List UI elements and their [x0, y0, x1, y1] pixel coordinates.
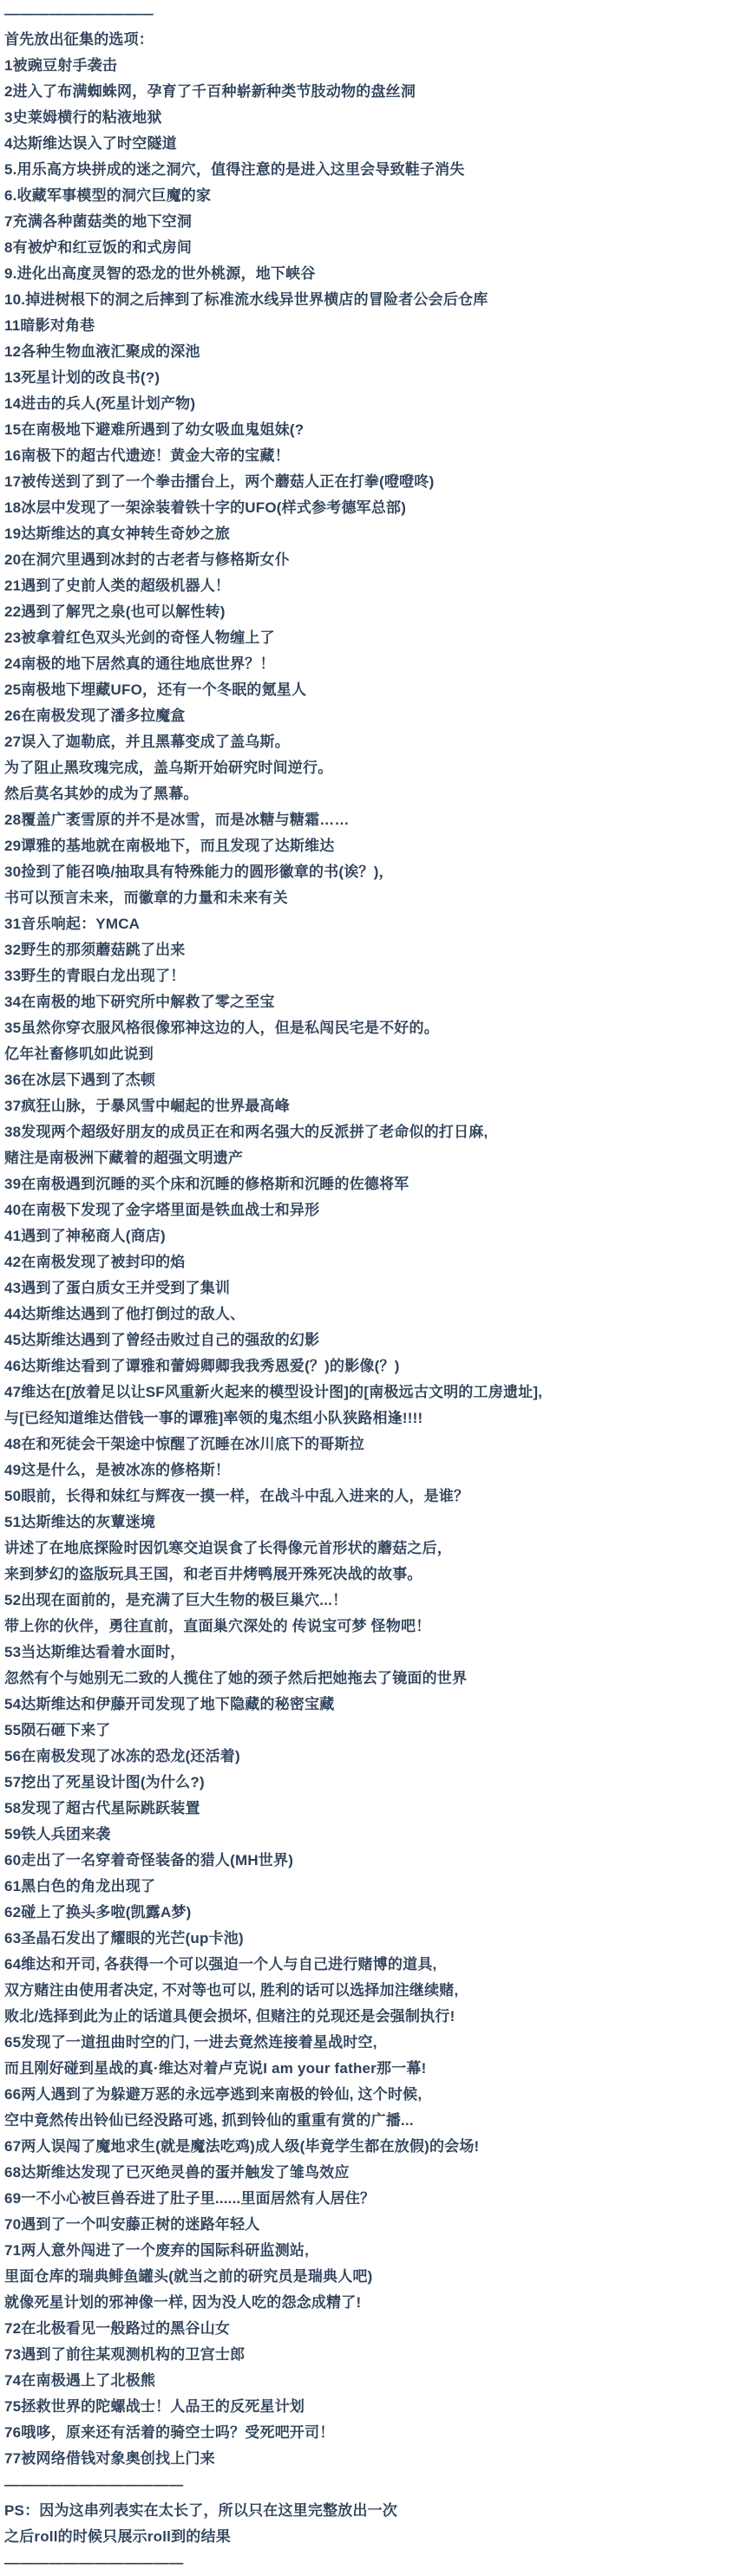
- text-line: 53当达斯维达看着水面时，: [4, 1644, 186, 1660]
- text-line: 与[已经知道维达借钱一事的谭雅]率领的鬼杰组小队狭路相逢!!!!: [4, 1410, 423, 1426]
- text-line: 65发现了一道扭曲时空的门, 一进去竟然连接着星战时空,: [4, 2034, 377, 2051]
- text-line: 22遇到了解咒之泉(也可以解性转): [4, 603, 226, 620]
- text-line: 26在南极发现了潘多拉魔盒: [4, 708, 186, 724]
- text-line: 54达斯维达和伊藤开司发现了地下隐藏的秘密宝藏: [4, 1696, 335, 1712]
- text-line: 48在和死徒会干架途中惊醒了沉睡在冰川底下的哥斯拉: [4, 1436, 364, 1452]
- text-line: 72在北极看见一般路过的黑谷山女: [4, 2320, 231, 2337]
- text-line: 16南极下的超古代遗迹！黄金大帝的宝藏！: [4, 447, 290, 464]
- text-line: 40在南极下发现了金字塔里面是铁血战士和异形: [4, 1202, 320, 1218]
- text-line: 4达斯维达误入了时空隧道: [4, 135, 177, 152]
- text-line: 45达斯维达遇到了曾经击败过自己的强敌的幻影: [4, 1332, 320, 1348]
- text-line: 17被传送到了到了一个拳击擂台上，两个蘑菇人正在打拳(噔噔咚): [4, 473, 435, 490]
- text-line: 73遇到了前往某观测机构的卫宫士郎: [4, 2346, 246, 2363]
- text-line: 18冰层中发现了一架涂装着铁十字的UFO(样式参考德军总部): [4, 499, 407, 516]
- text-line: 19达斯维达的真女神转生奇妙之旅: [4, 525, 231, 542]
- text-line: 33野生的青眼白龙出现了！: [4, 968, 186, 984]
- text-line: ————————————: [4, 2476, 184, 2493]
- text-line: 55陨石砸下来了: [4, 1722, 111, 1738]
- text-line: 56在南极发现了冰冻的恐龙(还活着): [4, 1748, 240, 1764]
- text-line: 47维达在[放着足以让SF风重新火起来的模型设计图]的[南极远古文明的工房遗址],: [4, 1384, 543, 1400]
- text-line: 64维达和开司, 各获得一个可以强迫一个人与自己进行赌博的道具,: [4, 1956, 437, 1973]
- text-line: 42在南极发现了被封印的焰: [4, 1254, 186, 1270]
- text-line: 2进入了布满蜘蛛网，孕育了千百种崭新种类节肢动物的盘丝洞: [4, 83, 416, 100]
- text-line: 空中竟然传出铃仙已经没路可逃, 抓到铃仙的重重有赏的广播...: [4, 2112, 414, 2129]
- text-line: 41遇到了神秘商人(商店): [4, 1228, 166, 1244]
- text-line: 13死星计划的改良书(?): [4, 369, 160, 386]
- text-line: 27误入了迦勒底，并且黑幕变成了盖乌斯。: [4, 734, 290, 750]
- text-line: ————————————: [4, 2554, 184, 2571]
- text-line: 61黑白色的角龙出现了: [4, 1878, 156, 1895]
- text-line: 28覆盖广袤雪原的并不是冰雪，而是冰糖与糖霜……: [4, 812, 350, 828]
- text-line: 8有被炉和红豆饭的和式房间: [4, 239, 193, 256]
- text-line: 3史莱姆横行的粘液地狱: [4, 109, 162, 126]
- text-line: 59铁人兵团来袭: [4, 1826, 111, 1842]
- text-line: 68达斯维达发现了已灭绝灵兽的蛋并触发了雏鸟效应: [4, 2164, 350, 2181]
- text-line: 就像死星计划的邪神像一样, 因为没人吃的怨念成精了!: [4, 2294, 362, 2311]
- text-line: 58发现了超古代星际跳跃装置: [4, 1800, 200, 1816]
- text-line: 11暗影对角巷: [4, 317, 95, 334]
- text-line: 36在冰层下遇到了杰顿: [4, 1072, 156, 1088]
- text-line: 31音乐响起：YMCA: [4, 916, 141, 932]
- text-line: 32野生的那须蘑菇跳了出来: [4, 942, 186, 958]
- text-line: 71两人意外闯进了一个废弃的国际科研监测站,: [4, 2242, 310, 2259]
- text-line: 败北/选择到此为止的话道具便会损坏, 但赌注的兑现还是会强制执行!: [4, 2008, 455, 2025]
- text-line: 75拯救世界的陀螺战士！人品王的反死星计划: [4, 2398, 305, 2415]
- text-line: 1被豌豆射手袭击: [4, 57, 118, 74]
- text-line: 67两人误闯了魔地求生(就是魔法吃鸡)成人级(毕竟学生都在放假)的会场!: [4, 2138, 480, 2155]
- text-line: 12各种生物血液汇聚成的深池: [4, 343, 200, 360]
- text-line: 15在南极地下避难所遇到了幼女吸血鬼姐妹(?: [4, 421, 305, 438]
- text-line: 带上你的伙伴，勇往直前，直面巢穴深处的 传说宝可梦 怪物吧！: [4, 1618, 431, 1634]
- text-line: 之后roll的时候只展示roll到的结果: [4, 2528, 231, 2545]
- text-line: 51达斯维达的灰蕈迷境: [4, 1514, 156, 1530]
- text-lines-container: [4, 1, 733, 2576]
- text-line: 赌注是南极洲下藏着的超强文明遗产: [4, 1150, 244, 1166]
- text-line: 14进击的兵人(死星计划产物): [4, 395, 196, 412]
- text-line: 39在南极遇到沉睡的买个床和沉睡的修格斯和沉睡的佐德将军: [4, 1176, 409, 1192]
- text-line: 30捡到了能召唤/抽取具有特殊能力的圆形徽章的书(诶？)，: [4, 864, 394, 880]
- text-line: 首先放出征集的选项：: [4, 31, 154, 48]
- text-line: 37疯狂山脉，于暴风雪中崛起的世界最高峰: [4, 1098, 290, 1114]
- text-line: 24南极的地下居然真的通往地底世界？！: [4, 655, 275, 672]
- text-line: 双方赌注由使用者决定, 不对等也可以, 胜利的话可以选择加注继续赌,: [4, 1982, 459, 1999]
- text-line: 10.掉进树根下的洞之后摔到了标准流水线异世界横店的冒险者公会后仓库: [4, 291, 488, 308]
- text-line: 35虽然你穿衣服风格很像邪神这边的人，但是私闯民宅是不好的。: [4, 1020, 439, 1036]
- text-line: 60走出了一名穿着奇怪装备的猎人(MH世界): [4, 1852, 294, 1868]
- text-line: 里面仓库的瑞典鲱鱼罐头(就当之前的研究员是瑞典人吧): [4, 2268, 373, 2285]
- text-line: 50眼前，长得和妹红与辉夜一摸一样，在战斗中乱入进来的人，是谁？: [4, 1488, 469, 1504]
- text-line: 46达斯维达看到了谭雅和蕾姆卿卿我我秀恩爱(？)的影像(？): [4, 1358, 400, 1374]
- text-line: 为了阻止黑玫瑰完成，盖乌斯开始研究时间逆行。: [4, 760, 333, 776]
- text-line: 书可以预言未来，而徽章的力量和未来有关: [4, 890, 288, 906]
- text-line: 21遇到了史前人类的超级机器人！: [4, 577, 231, 594]
- text-line: 20在洞穴里遇到冰封的古老者与修格斯女仆: [4, 551, 290, 568]
- text-line: 5.用乐高方块拼成的迷之洞穴，值得注意的是进入这里会导致鞋子消失: [4, 161, 465, 178]
- text-line: 49这是什么，是被冰冻的修格斯！: [4, 1462, 231, 1478]
- text-line: 6.收藏军事模型的洞穴巨魔的家: [4, 187, 212, 204]
- text-line: 讲述了在地底探险时因饥寒交迫误食了长得像元首形状的蘑菇之后，: [4, 1540, 452, 1556]
- text-line: 66两人遇到了为躲避万恶的永远亭逃到来南极的铃仙, 这个时候,: [4, 2086, 422, 2103]
- text-line: 69一不小心被巨兽吞进了肚子里......里面居然有人居住？: [4, 2190, 376, 2207]
- text-line: 57挖出了死星设计图(为什么?): [4, 1774, 205, 1790]
- text-line: 23被拿着红色双头光剑的奇怪人物缠上了: [4, 629, 275, 646]
- text-line: 62碰上了换头多啦(凯露A梦): [4, 1904, 192, 1921]
- text-line: 52出现在面前的，是充满了巨大生物的极巨巢穴...！: [4, 1592, 348, 1608]
- text-line: 74在南极遇上了北极熊: [4, 2372, 156, 2389]
- text-line: 忽然有个与她别无二致的人揽住了她的颈子然后把她拖去了镜面的世界: [4, 1670, 468, 1686]
- text-line: 43遇到了蛋白质女王并受到了集训: [4, 1280, 231, 1296]
- text-line: 7充满各种菌菇类的地下空洞: [4, 213, 193, 230]
- text-line: ——————————: [4, 5, 154, 22]
- text-line: 63圣晶石发出了耀眼的光芒(up卡池): [4, 1930, 244, 1947]
- text-line: 亿年社畜修叽如此说到: [4, 1046, 154, 1062]
- text-line: 38发现两个超级好朋友的成员正在和两名强大的反派拼了老命似的打日麻,: [4, 1124, 488, 1140]
- text-line: 44达斯维达遇到了他打倒过的敌人、: [4, 1306, 246, 1322]
- text-line: 29谭雅的基地就在南极地下，而且发现了达斯维达: [4, 838, 335, 854]
- text-line: 70遇到了一个叫安藤正树的迷路年轻人: [4, 2216, 260, 2233]
- text-line: 76哦哆，原来还有活着的骑空士吗？受死吧开司！: [4, 2424, 335, 2441]
- text-line: 而且刚好碰到星战的真·维达对着卢克说I am your father那一幕!: [4, 2060, 427, 2077]
- text-line: PS：因为这串列表实在太长了，所以只在这里完整放出一次: [4, 2502, 398, 2519]
- text-line: 25南极地下埋藏UFO，还有一个冬眠的氪星人: [4, 681, 307, 698]
- text-line: 34在南极的地下研究所中解救了零之至宝: [4, 994, 275, 1010]
- text-line: 来到梦幻的盗版玩具王国，和老百井烤鸭展开殊死决战的故事。: [4, 1566, 422, 1582]
- text-line: 77被网络借钱对象奥创找上门来: [4, 2450, 215, 2467]
- text-line: 然后莫名其妙的成为了黑幕。: [4, 786, 199, 802]
- text-line: 9.进化出高度灵智的恐龙的世外桃源，地下峡谷: [4, 265, 316, 282]
